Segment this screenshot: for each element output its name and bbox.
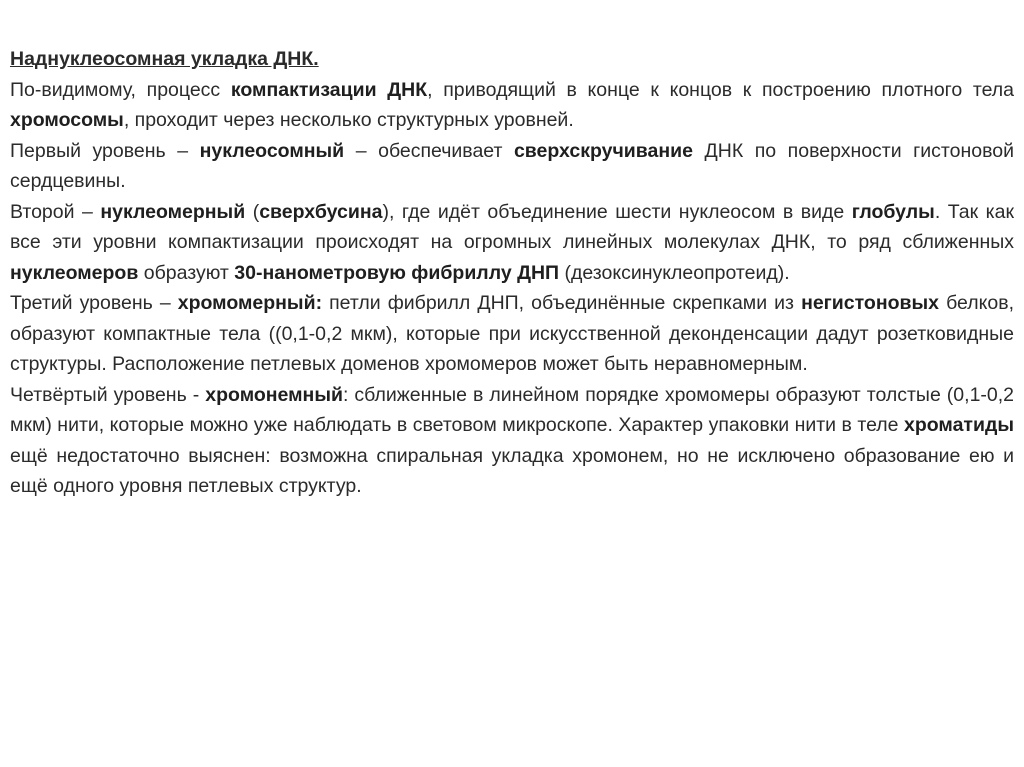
text-run: Второй – [10,200,101,223]
bold-term: хромомерный: [177,292,323,314]
text-run: ещё недостаточно выяснен: возможна спиральная укладка хромонем, но не исключено образование ею и ещё одного уровня петлевых структур. [10,444,1014,497]
bold-term: нуклеосомный [199,139,345,162]
slide-content [10,44,1014,502]
text-run: – обеспечивает [344,139,514,162]
text-run: образуют [138,261,235,284]
bold-term: хромосомы [10,109,124,131]
text-run: петли фибрилл ДНП, объединённые скрепками из [322,292,802,314]
text-run: Четвёртый уровень - [10,383,206,406]
text-run: ДНК по поверхности гистоновой сердцевины. [10,139,1014,192]
text-run: (дезоксинуклеопротеид). [559,261,790,284]
text-run: По-видимому, процесс [10,78,231,101]
text-run: : сближенные в линейном порядке хромомеры образуют толстые (0,1-0,2 мкм) нити, которые можно уже наблюдать в световом микроскопе. Характер упаковки нити в теле [10,383,1015,436]
bold-term: негистоновых [801,292,940,314]
text-run: ), где идёт объединение шести нуклеосом в виде [382,200,852,223]
bold-term: нуклеомерный [100,200,246,223]
bold-term: нуклеомеров [10,261,139,284]
paragraph-intro [10,75,1014,136]
bold-term: компактизации ДНК [230,78,428,101]
text-run: Третий уровень – [10,292,178,314]
slide-title: Наднуклеосомная укладка ДНК. [10,48,319,70]
bold-term: глобулы [851,200,935,223]
bold-term: 30-нанометровую фибриллу ДНП [234,261,560,284]
bold-term: сверхбусина [259,200,383,223]
bold-term: хромонемный [205,383,343,406]
paragraph-level-2 [10,197,1014,289]
paragraph-level-3 [10,288,1014,380]
paragraph-level-1 [10,136,1014,197]
paragraph-level-4 [10,380,1014,502]
text-run: белков, образуют компактные тела ((0,1-0,2 мкм), которые при искусственной деконденсации дадут розетковидные структуры. Расположение петлевых доменов хромомеров может быть неравномерным. [10,292,1014,375]
text-run: . Так как все эти уровни компактизации происходят на огромных линейных молекулах ДНК, то ряд сближенных [10,200,1014,253]
bold-term: сверхскручивание [513,139,693,162]
text-run: , приводящий в конце к концов к построению плотного тела [427,78,1014,101]
bold-term: хроматиды [904,414,1014,436]
text-run: , проходит через несколько структурных уровней. [123,109,574,131]
text-run: Первый уровень – [10,139,200,162]
text-run: ( [245,200,260,223]
